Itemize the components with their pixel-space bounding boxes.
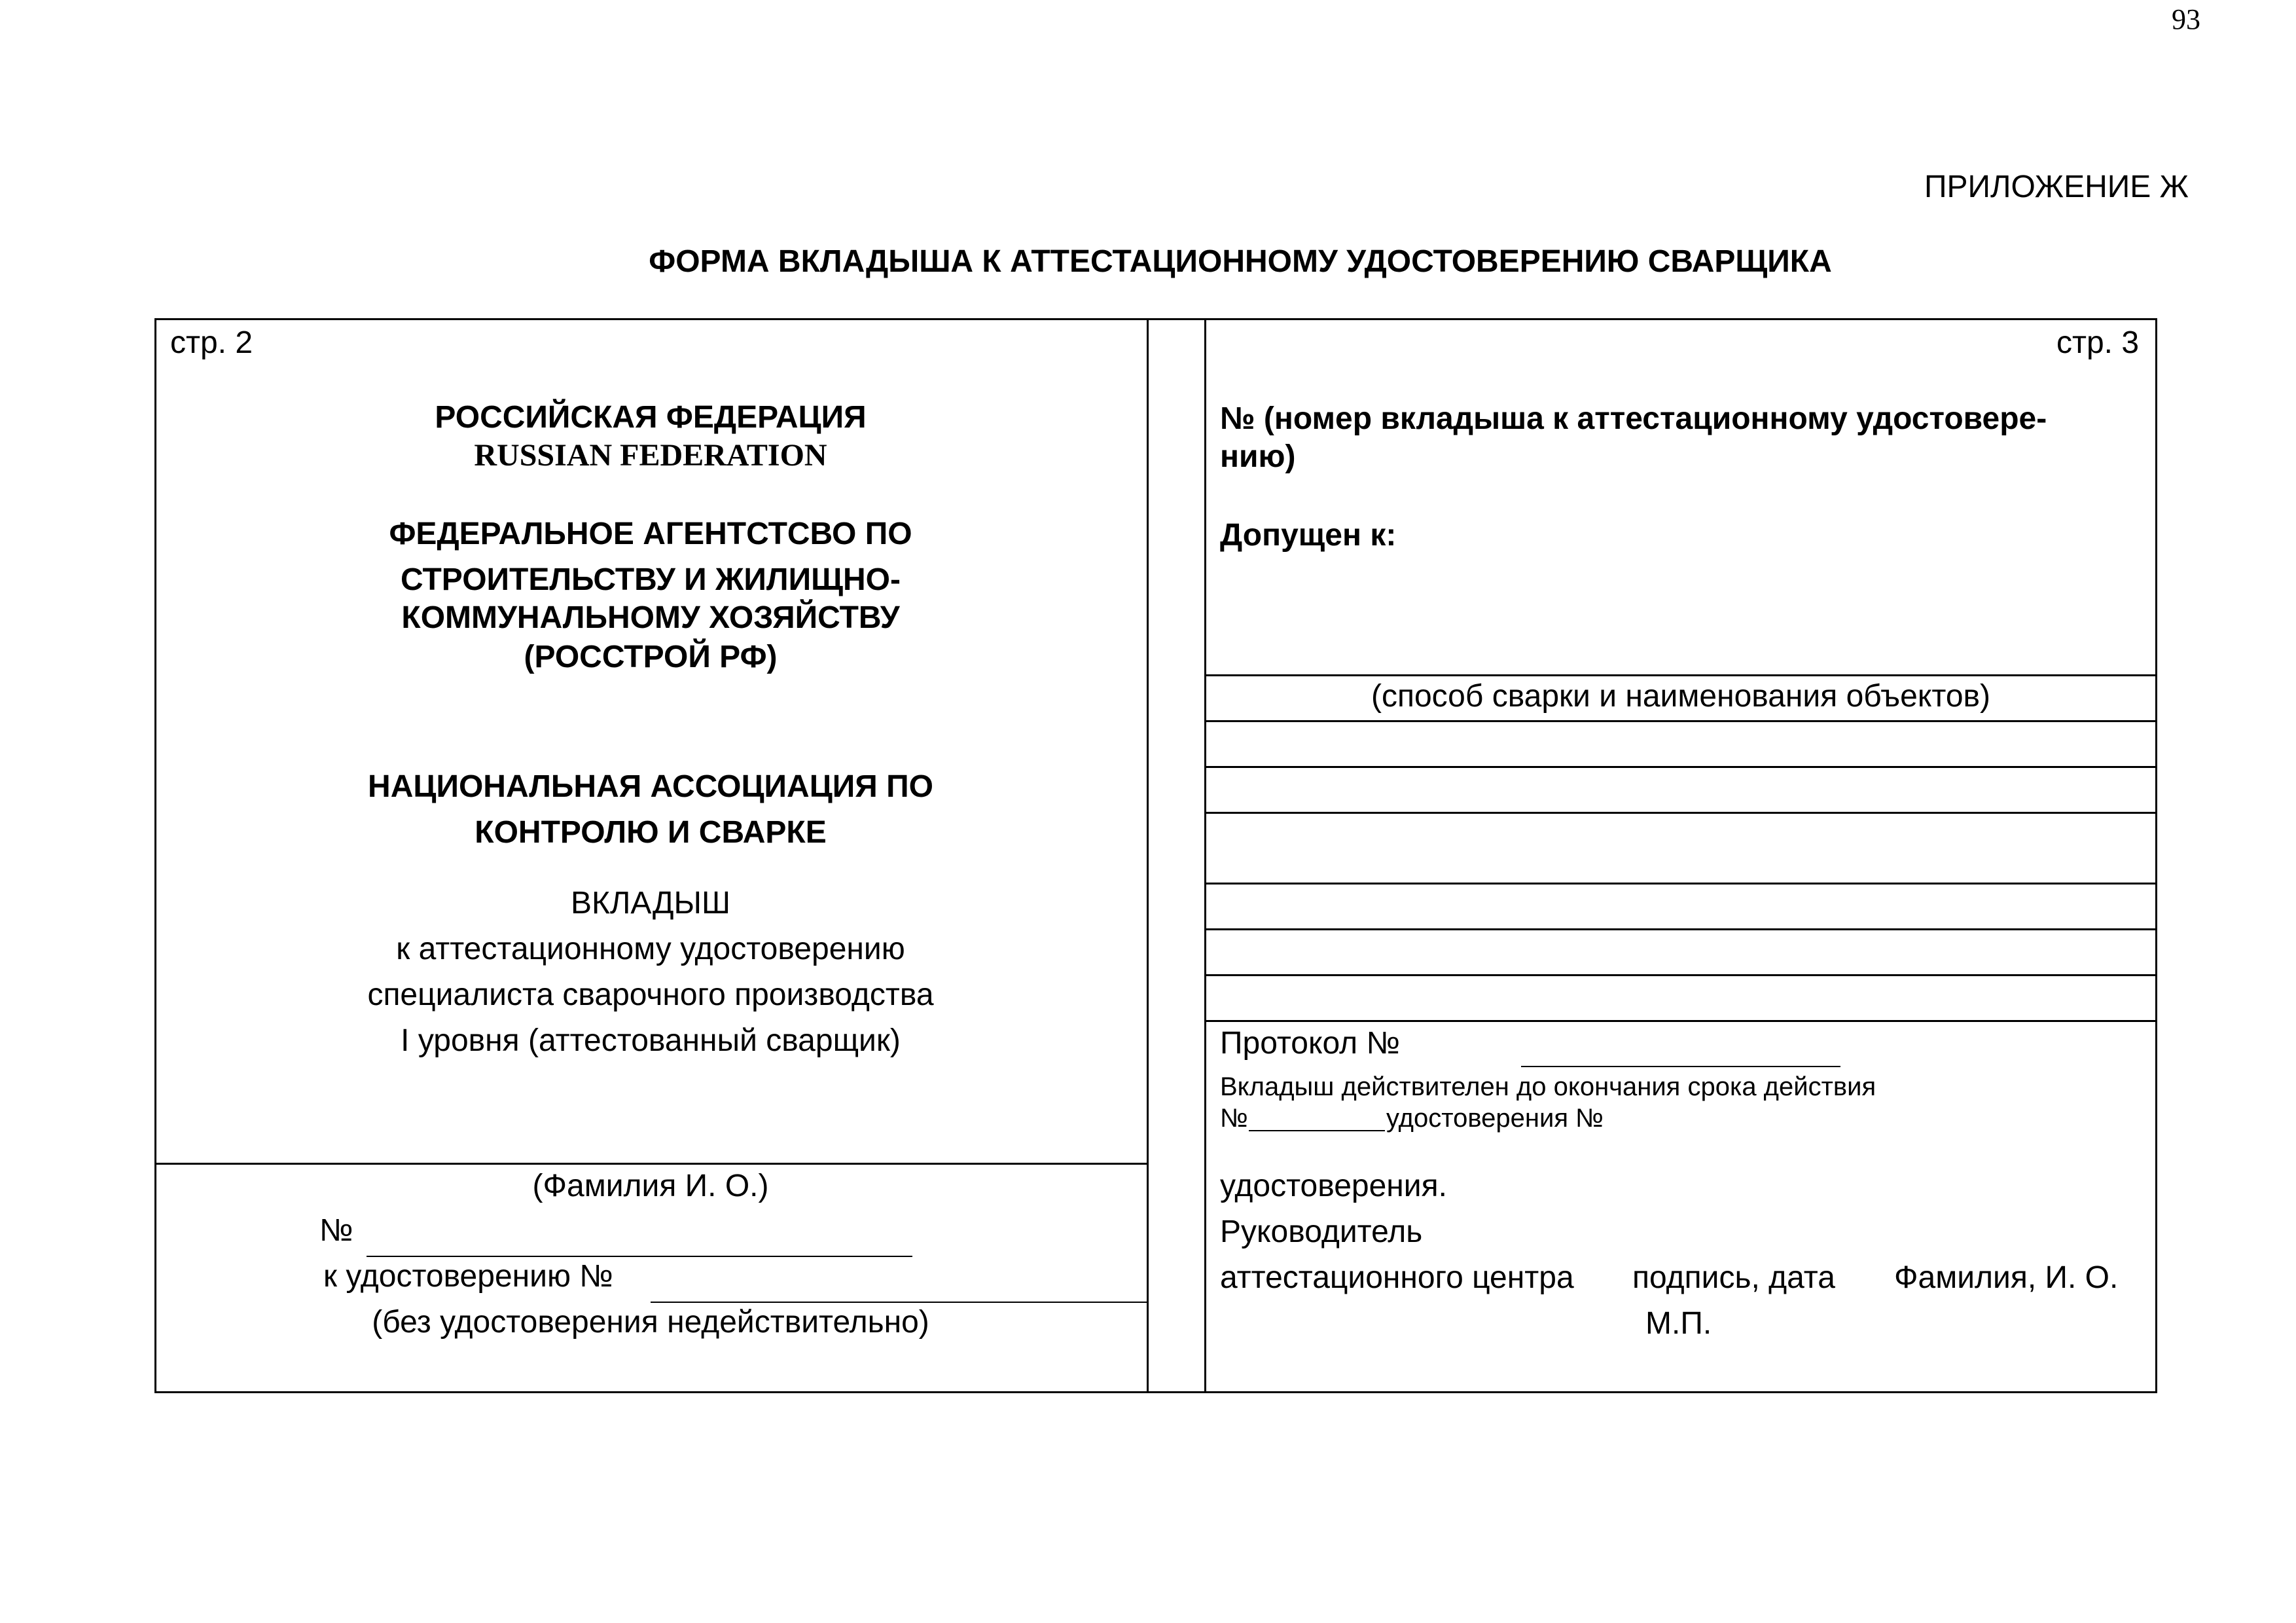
spine-left-border [1147, 318, 1149, 1393]
spine-right-border [1204, 318, 1206, 1393]
page-number: 93 [2172, 3, 2200, 35]
invalid-note: (без удостоверения недействительно) [372, 1305, 929, 1340]
agency-line-4: (РОССТРОЙ РФ) [524, 640, 778, 674]
protocol-label: Протокол № [1220, 1026, 1400, 1061]
insert-desc-line-2: специалиста сварочного производства [367, 977, 934, 1012]
number-underline [367, 1256, 912, 1257]
seal-label: М.П. [1645, 1306, 1712, 1341]
right-rule-6 [1204, 928, 2157, 930]
insert-number-line-2: нию) [1220, 439, 1296, 474]
country-en: RUSSIAN FEDERATION [474, 438, 827, 473]
agency-line-3: КОММУНАЛЬНОМУ ХОЗЯЙСТВУ [401, 600, 900, 635]
admitted-label: Допущен к: [1220, 518, 1397, 553]
insert-title: ВКЛАДЫШ [570, 886, 731, 921]
form-frame [154, 318, 2157, 1393]
right-rule-7 [1204, 974, 2157, 976]
insert-desc-line-3: I уровня (аттестованный сварщик) [401, 1023, 901, 1058]
center-label: аттестационного центра [1220, 1260, 1574, 1295]
association-line-2: КОНТРОЛЮ И СВАРКЕ [475, 815, 827, 850]
country-ru: РОССИЙСКАЯ ФЕДЕРАЦИЯ [435, 400, 867, 435]
right-rule-1 [1204, 674, 2157, 676]
appendix-label: ПРИЛОЖЕНИЕ Ж [1924, 170, 2189, 204]
certificate-number-underline [651, 1302, 1147, 1303]
signature-label: подпись, дата [1632, 1260, 1835, 1295]
agency-line-2: СТРОИТЕЛЬСТВУ И ЖИЛИЩНО- [401, 562, 901, 597]
insert-desc-line-1: к аттестационному удостоверению [396, 932, 905, 966]
validity-prefix: № [1220, 1104, 1248, 1133]
right-rule-8 [1204, 1020, 2157, 1022]
association-line-1: НАЦИОНАЛЬНАЯ АССОЦИАЦИЯ ПО [368, 769, 933, 804]
right-rule-2 [1204, 720, 2157, 722]
head-label: Руководитель [1220, 1214, 1423, 1249]
validity-line-1: Вкладыш действителен до окончания срока действия [1220, 1072, 1876, 1101]
right-page-label: стр. 3 [2056, 325, 2140, 360]
document-title: ФОРМА ВКЛАДЫША К АТТЕСТАЦИОННОМУ УДОСТОВЕРЕНИЮ СВАРЩИКА [649, 244, 1832, 279]
right-rule-4 [1204, 812, 2157, 814]
certificate-word: удостоверения. [1220, 1169, 1447, 1203]
validity-suffix: удостоверения № [1386, 1104, 1604, 1133]
to-certificate-label: к удостоверению № [323, 1259, 613, 1294]
left-page-label: стр. 2 [170, 325, 253, 360]
number-label: № [319, 1213, 353, 1248]
protocol-underline [1521, 1066, 1840, 1067]
right-rule-5 [1204, 883, 2157, 884]
insert-number-line-1: № (номер вкладыша к аттестационному удостовере- [1220, 401, 2047, 436]
right-rule-3 [1204, 766, 2157, 768]
welding-caption: (способ сварки и наименования объектов) [1371, 679, 1991, 714]
name-caption: (Фамилия И. О.) [532, 1169, 769, 1203]
validity-number-underline [1249, 1130, 1385, 1131]
agency-line-1: ФЕДЕРАЛЬНОЕ АГЕНТСТСВО ПО [389, 517, 912, 551]
left-page-divider [154, 1163, 1147, 1165]
name-label: Фамилия, И. О. [1894, 1260, 2119, 1295]
